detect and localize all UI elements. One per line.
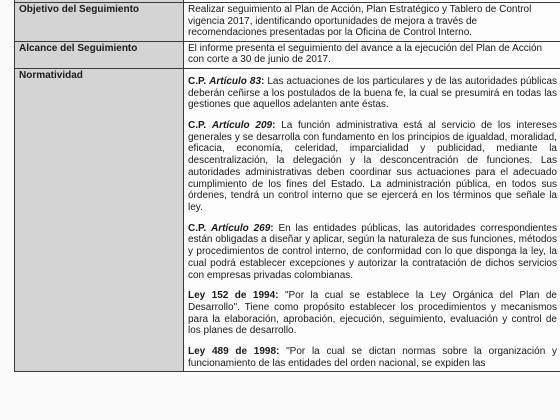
norm-reference: C.P. Artículo 209: [188, 120, 276, 132]
normatividad-label: Normatividad [15, 68, 184, 371]
norm-text: La función administrativa está al servicio de los intereses generales y se desarrolla con fundamento en los principios de igualdad, moralidad, eficacia, economía, celeridad, imparcialidad y publicidad, mediante la descentralización, la delegación y la desconcentración de funciones. Las autoridades administrativas deben coordinar sus actuaciones para el adecuado cumplimiento de los fines del Estado. La administración pública, en todos sus órdenes, tendrá un control interno que se ejercerá en los términos que señale la ley. [188, 120, 557, 213]
normatividad-content [184, 68, 560, 371]
norm-paragraph [188, 76, 557, 111]
norm-paragraph [188, 120, 557, 214]
follow-up-table [14, 0, 560, 372]
norm-paragraph [188, 290, 557, 337]
objetivo-text: Realizar seguimiento al Plan de Acción, Plan Estratégico y Tablero de Control vigencia 2017, identificando oportunidades de mejora a través de recomendaciones presentadas por la Oficina de Control Interno. [184, 3, 560, 42]
alcance-text: El informe presenta el seguimiento del avance a la ejecución del Plan de Acción con corte a 30 de junio de 2017. [184, 41, 560, 68]
norm-paragraph [188, 223, 557, 282]
norm-reference: Ley 489 de 1998: [188, 346, 280, 358]
table-row [15, 68, 560, 371]
norm-reference: C.P. Artículo 269: [188, 222, 274, 234]
norm-text: Las actuaciones de los particulares y de las autoridades públicas deberán ceñirse a los postulados de la buena fe, la cual se presumirá en todas las gestiones que aquellos adelanten ante éstas. [188, 75, 558, 111]
norm-paragraph [188, 346, 557, 369]
table-row [15, 41, 560, 68]
norm-reference: Ley 152 de 1994: [188, 290, 279, 302]
document-page [14, 0, 560, 420]
norm-text: "Por la cual se establece la Ley Orgánica del Plan de Desarrollo". Tiene como propósito establecer los procedimientos y mecanismos para la elaboración, aprobación, ejecución, seguimiento, evaluación y control de los planes de desarrollo. [188, 290, 557, 337]
alcance-label: Alcance del Seguimiento [15, 41, 184, 68]
norm-text: "Por la cual se dictan normas sobre la organización y funcionamiento de las entidades del orden nacional, se expiden las [188, 346, 557, 369]
table-row [15, 3, 560, 42]
norm-text: En las entidades públicas, las autoridades correspondientes están obligadas a diseñar y aplicar, según la naturaleza de sus funciones, métodos y procedimientos de control interno, de conformidad con lo que disponga la ley, la cual podrá establecer excepciones y autorizar la contratación de dichos servicios con empresas privadas colombianas. [188, 222, 557, 281]
norm-reference: C.P. Artículo 83: [188, 75, 265, 87]
objetivo-label: Objetivo del Seguimiento [15, 3, 184, 42]
